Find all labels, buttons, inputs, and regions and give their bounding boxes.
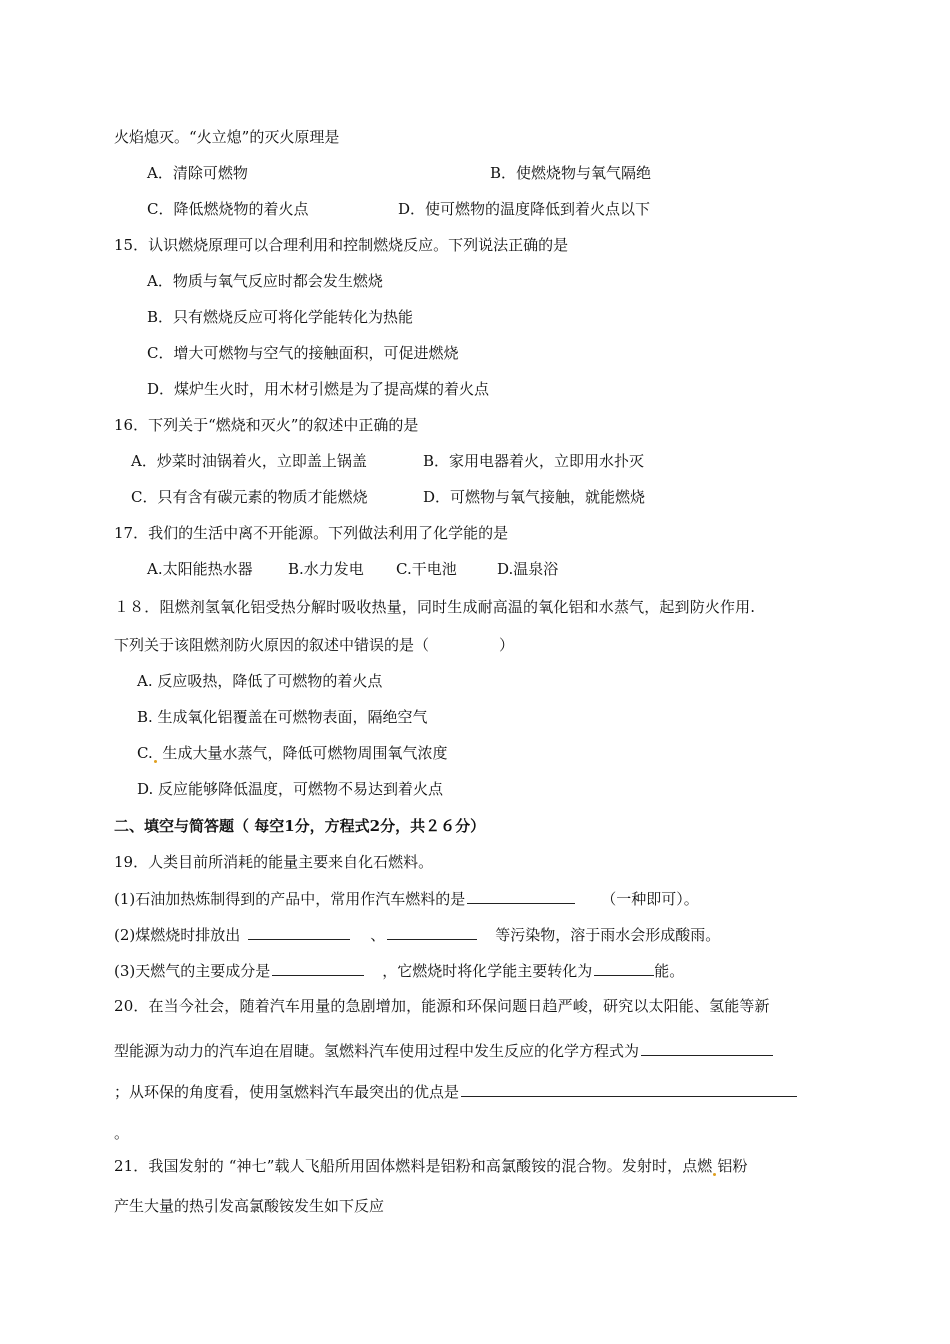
section-heading: 二、填空与简答题（ 每空1分，方程式2分，共２６分） [114, 817, 486, 835]
q15-option-c: C．增大可燃物与空气的接触面积，可促进燃烧 [147, 344, 459, 362]
q21-line2: 产生大量的热引发高氯酸铵发生如下反应 [114, 1197, 385, 1215]
q15-option-a: A．物质与氧气反应时都会发生燃烧 [147, 272, 383, 290]
q17-option-a: A.太阳能热水器 [147, 560, 253, 578]
q16-option-b: B．家用电器着火，立即用水扑灭 [423, 452, 645, 470]
q19-blank-4[interactable] [272, 960, 364, 976]
q18-option-d: D. 反应能够降低温度，可燃物不易达到着火点 [137, 780, 444, 798]
q14-stem: 火焰熄灭。“火立熄”的灭火原理是 [114, 128, 340, 146]
q19-blank-5[interactable] [594, 960, 654, 976]
q19-blank-3[interactable] [387, 924, 477, 940]
q15-stem: 15．认识燃烧原理可以合理利用和控制燃烧反应。下列说法正确的是 [114, 236, 569, 254]
q19-part2: (2)煤燃烧时排放出 、 等污染物，溶于雨水会形成酸雨。 [114, 926, 721, 944]
q18-stem-line2: 下列关于该阻燃剂防火原因的叙述中错误的是（ ） [114, 636, 515, 654]
q20-line2: 型能源为动力的汽车迫在眉睫。氢燃料汽车使用过程中发生反应的化学方程式为 [114, 1040, 773, 1061]
q14-option-b: B．使燃烧物与氧气隔绝 [490, 164, 652, 182]
q14-option-a: A．清除可燃物 [147, 164, 248, 182]
q16-option-c: C．只有含有碳元素的物质才能燃烧 [131, 488, 368, 506]
q19-blank-1[interactable] [467, 888, 575, 904]
q17-stem: 17．我们的生活中离不开能源。下列做法利用了化学能的是 [114, 524, 509, 542]
q19-part1: (1)石油加热炼制得到的产品中，常用作汽车燃料的是 （一种即可）。 [114, 890, 699, 908]
q19-blank-2[interactable] [248, 924, 350, 940]
q16-option-a: A．炒菜时油锅着火，立即盖上锅盖 [131, 452, 367, 470]
q21-line1: 21．我国发射的 “神七”载人飞船所用固体燃料是铝粉和高氯酸铵的混合物。发射时，点燃 铝粉 [114, 1157, 748, 1175]
q17-option-c: C.干电池 [396, 560, 457, 578]
q14-option-c: C．降低燃烧物的着火点 [147, 200, 309, 218]
q20-blank-advantage[interactable] [461, 1081, 797, 1097]
q15-option-b: B．只有燃烧反应可将化学能转化为热能 [147, 308, 414, 326]
q20-line3: ；从环保的角度看，使用氢燃料汽车最突出的优点是 [114, 1081, 797, 1102]
q17-option-d: D.温泉浴 [497, 560, 559, 578]
q18-stem-line1: １８．阻燃剂氢氧化铝受热分解时吸收热量，同时生成耐高温的氧化铝和水蒸气，起到防火作用. [114, 598, 756, 616]
q14-option-d: D．使可燃物的温度降低到着火点以下 [398, 200, 651, 218]
q15-option-d: D．煤炉生火时，用木材引燃是为了提高煤的着火点 [147, 380, 490, 398]
q18-option-a: A. 反应吸热，降低了可燃物的着火点 [137, 672, 383, 690]
stray-dot-mark [713, 1173, 716, 1176]
q19-stem: 19．人类目前所消耗的能量主要来自化石燃料。 [114, 853, 434, 871]
stray-dot-mark [154, 760, 157, 763]
q20-line1: 20．在当今社会，随着汽车用量的急剧增加，能源和环保问题日趋严峻，研究以太阳能、氢能等新 [114, 997, 770, 1015]
q17-option-b: B.水力发电 [288, 560, 364, 578]
q18-option-c: C. 生成大量水蒸气，降低可燃物周围氧气浓度 [137, 744, 448, 762]
q16-option-d: D．可燃物与氧气接触，就能燃烧 [423, 488, 646, 506]
q20-blank-equation[interactable] [641, 1040, 773, 1056]
q19-part3: (3)天燃气的主要成分是 ，它燃烧时将化学能主要转化为 能。 [114, 962, 685, 980]
q16-stem: 16．下列关于“燃烧和灭火”的叙述中正确的是 [114, 416, 419, 434]
q20-line4: 。 [114, 1124, 130, 1142]
q18-option-b: B. 生成氧化铝覆盖在可燃物表面，隔绝空气 [137, 708, 428, 726]
